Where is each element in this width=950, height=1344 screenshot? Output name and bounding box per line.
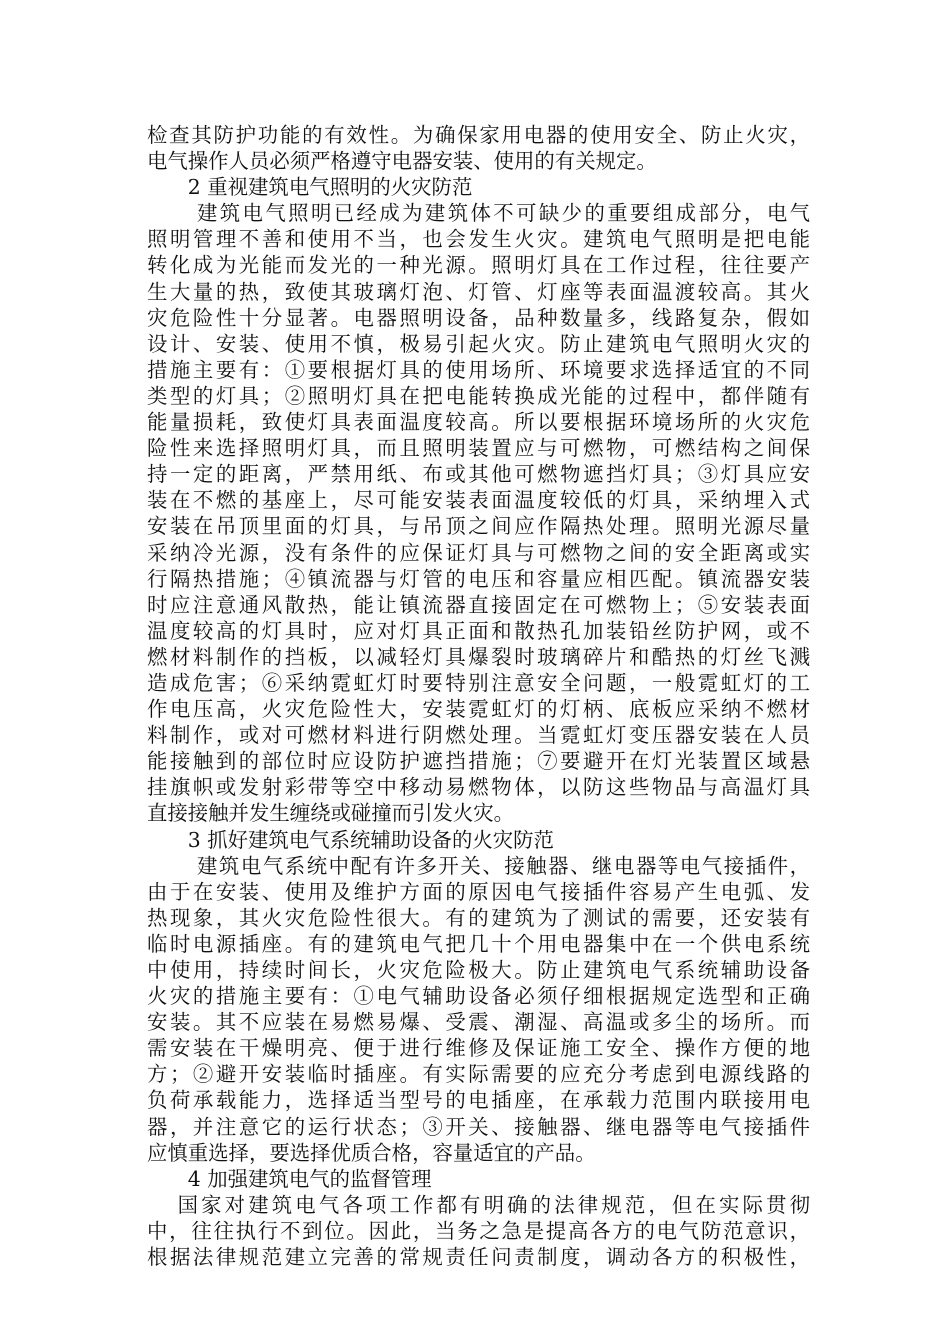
- text-line: 生大量的热，致使其玻璃灯泡、灯管、灯座等表面温渡较高。其火: [147, 279, 810, 304]
- text-line: 中使用，持续时间长，火灾危险极大。防止建筑电气系统辅助设备: [147, 958, 810, 982]
- text-line: 中，往往执行不到位。因此，当务之急是提高各方的电气防范意识，: [147, 1218, 810, 1243]
- text-line: 燃材料制作的挡板，以减轻灯具爆裂时玻璃碎片和酷热的灯丝飞溅: [147, 644, 810, 669]
- text-line: 造成危害；⑥采纳霓虹灯时要特别注意安全问题，一般霓虹灯的工: [147, 670, 810, 695]
- text-line: 险性来选择照明灯具，而且照明装置应与可燃物，可燃结构之间保: [147, 436, 810, 461]
- text-line: 转化成为光能而发光的一种光源。照明灯具在工作过程，往往要产: [147, 253, 810, 278]
- text-line: 临时电源插座。有的建筑电气把几十个用电器集中在一个供电系统: [147, 931, 810, 956]
- text-line: 采纳冷光源，没有条件的应保证灯具与可燃物之间的安全距离或实: [147, 540, 810, 565]
- text-line: 行隔热措施；④镇流器与灯管的电压和容量应相匹配。镇流器安装: [147, 566, 810, 591]
- text-line: 时应注意通风散热，能让镇流器直接固定在可燃物上；⑤安装表面: [147, 592, 810, 617]
- text-line: 根据法律规范建立完善的常规责任问责制度，调动各方的积极性，: [147, 1245, 810, 1270]
- text-line: 类型的灯具；②照明灯具在把电能转换成光能的过程中，都伴随有: [147, 383, 810, 408]
- text-line: 灾危险性十分显著。电器照明设备，品种数量多，线路复杂，假如: [147, 305, 810, 330]
- text-line: 安装在吊顶里面的灯具，与吊顶之间应作隔热处理。照明光源尽量: [147, 514, 810, 539]
- text-line: 装在不燃的基座上，尽可能安装表面温度较低的灯具，采纳埋入式: [147, 488, 810, 513]
- text-line: 照明管理不善和使用不当，也会发生火灾。建筑电气照明是把电能: [147, 227, 810, 252]
- text-line: 需安装在干燥明亮、便于进行维修及保证施工安全、操作方便的地: [147, 1036, 810, 1061]
- text-line: 火灾的措施主要有：①电气辅助设备必须仔细根据规定选型和正确: [147, 984, 810, 1009]
- text-line: 能接触到的部位时应设防护遮挡措施；⑦要避开在灯光装置区域悬: [147, 749, 810, 774]
- text-line: 温度较高的灯具时，应对灯具正面和散热孔加装铅丝防护网，或不: [147, 618, 810, 643]
- paragraph-supervision: [147, 1192, 810, 1270]
- text-line: 挂旗帜或发射彩带等空中移动易燃物体，以防这些物品与高温灯具: [147, 775, 810, 800]
- text-line: 负荷承载能力，选择适当型号的电插座，在承载力范围内联接用电: [147, 1088, 810, 1113]
- text-line: 电气操作人员必须严格遵守电器安装、使用的有关规定。: [147, 149, 657, 174]
- paragraph-auxiliary-equipment: [147, 853, 810, 1166]
- text-line: 国家对建筑电气各项工作都有明确的法律规范，但在实际贯彻: [177, 1192, 810, 1217]
- section-heading-2: 2 重视建筑电气照明的火灾防范: [187, 175, 473, 200]
- text-line: 应慎重选择，要选择优质合格，容量适宜的产品。: [147, 1140, 596, 1165]
- text-line: 能量损耗，致使灯具表面温度较高。所以要根据环境场所的火灾危: [147, 410, 810, 435]
- text-line: 直接接触并发生缠绕或碰撞而引发火灾。: [147, 801, 515, 826]
- text-line: 器，并注意它的运行状态；③开关、接触器、继电器等电气接插件: [147, 1114, 810, 1139]
- document-body: [147, 122, 810, 1270]
- text-line: 作电压高，火灾危险性大，安装霓虹灯的灯柄、底板应采纳不燃材: [147, 697, 810, 722]
- text-line: 安装。其不应装在易燃易爆、受震、潮湿、高温或多尘的场所。而: [147, 1010, 810, 1035]
- text-line: 建筑电气照明已经成为建筑体不可缺少的重要组成部分，电气: [196, 201, 810, 226]
- text-line: 建筑电气系统中配有许多开关、接触器、继电器等电气接插件，: [196, 853, 810, 878]
- paragraph-lighting: [147, 200, 810, 826]
- text-line: 措施主要有：①要根据灯具的使用场所、环境要求选择适宜的不同: [147, 357, 810, 382]
- section-heading-3: 3 抓好建筑电气系统辅助设备的火灾防范: [187, 827, 554, 852]
- text-line: 持一定的距离，严禁用纸、布或其他可燃物遮挡灯具；③灯具应安: [147, 462, 810, 487]
- text-line: 料制作，或对可燃材料进行阴燃处理。当霓虹灯变压器安装在人员: [147, 723, 810, 748]
- text-line: 热现象，其火灾危险性很大。有的建筑为了测试的需要，还安装有: [147, 905, 810, 930]
- text-line: 方；②避开安装临时插座。有实际需要的应充分考虑到电源线路的: [147, 1062, 810, 1087]
- text-line: 设计、安装、使用不慎，极易引起火灾。防止建筑电气照明火灾的: [147, 331, 810, 356]
- section-heading-4: 4 加强建筑电气的监督管理: [187, 1166, 432, 1191]
- text-line: 检查其防护功能的有效性。为确保家用电器的使用安全、防止火灾，: [147, 123, 810, 147]
- text-line: 由于在安装、使用及维护方面的原因电气接插件容易产生电弧、发: [147, 879, 810, 904]
- paragraph-intro: [147, 122, 810, 174]
